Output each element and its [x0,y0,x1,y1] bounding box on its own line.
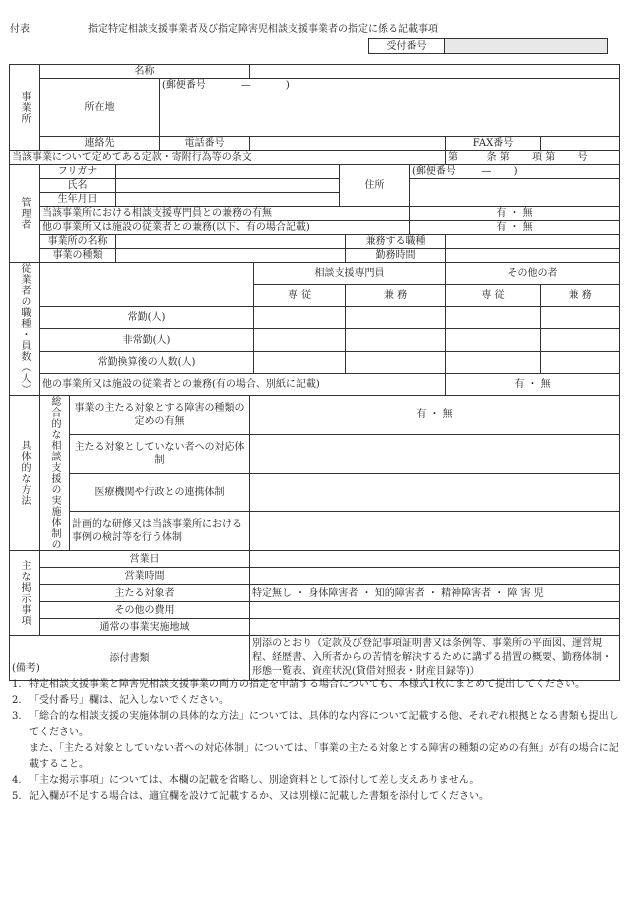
office-fax-label: FAX番号 [446,137,541,151]
notes [12,661,624,805]
application-form-table [9,64,620,681]
manager-section: 管理者 [10,165,40,263]
manager-address-field[interactable] [410,179,620,207]
staff-others-header: その他の者 [446,263,620,285]
note-item: また、「主たる対象としていない者への対応体制」については、「事業の主たる対象とする障害の種類の定めの有無」が有の場合に記載すること。 [29,743,619,770]
attach-label: 添付書類 [10,636,250,681]
office-tel-field[interactable] [250,137,446,151]
manager-furigana-field[interactable] [116,165,340,179]
office-postal-field[interactable]: (郵便番号 — ) [160,79,620,93]
form-title: 指定特定相談支援事業者及び指定障害児相談支援事業者の指定に係る記載事項 [88,24,438,35]
manager-name-label: 氏名 [40,179,116,193]
manager-business-type-label: 事業の種類 [40,249,116,263]
articles-field[interactable]: 第 条 第 項 第 号 [446,151,620,165]
office-name-label: 名称 [40,65,250,79]
form-ref: 付表 [10,24,30,35]
office-address-label: 所在地 [40,79,160,137]
manager-birth-field[interactable] [116,193,340,207]
notes-title: (備考) [12,663,40,674]
posted-section: 主な掲示事項 [10,551,40,636]
office-address-field-3[interactable] [160,122,620,137]
receipt-box [368,38,608,54]
staff-specialist-header: 相談支援専門員 [254,263,446,285]
office-address-field[interactable] [160,92,620,105]
staff-fte-others-dual[interactable] [541,351,620,373]
system-r2-label: 主たる対象としていない者への対応体制 [70,434,250,473]
staff-section: 従業者の職種・員数（人） [10,263,40,396]
posted-area-field[interactable] [250,619,620,636]
posted-hours-field[interactable] [250,568,620,585]
note-item: 4. 「主な掲示事項」については、本欄の記載を省略し、別途資料として添付して差し支えありません。 [12,775,480,786]
system-r1-choice[interactable]: 有 ・ 無 [250,396,620,435]
posted-fees-field[interactable] [250,602,620,619]
staff-fte-specialist-dual[interactable] [346,351,446,373]
staff-other-dual-choice[interactable]: 有 ・ 無 [446,373,620,395]
office-address-field-2[interactable] [160,105,620,122]
system-r4-field[interactable] [250,512,620,551]
posted-target-label: 主たる対象者 [40,585,250,602]
note-item: 2. 「受付番号」欄は、記入しないでください。 [12,695,229,706]
staff-others-fulltime: 専 従 [446,285,541,307]
manager-work-hours-label: 勤務時間 [346,249,446,263]
staff-specialist-fulltime: 専 従 [254,285,346,307]
manager-office-name-label: 事業所の名称 [40,235,116,249]
staff-full-label: 常勤(人) [40,307,254,329]
staff-full-specialist-dual[interactable] [346,307,446,329]
manager-birth-label: 生年月日 [40,193,116,207]
posted-days-label: 営業日 [40,551,250,568]
attach-text: 別添のとおり（定款及び登記事項証明書又は条例等、事業所の平面図、運営規程、経歴書、入所者からの苦情を解決するために講ずる措置の概要、勤務体制・形態一覧表、資産状況(貸借対照表・財産目録等)） [250,636,620,681]
staff-full-specialist-fulltime[interactable] [254,307,346,329]
manager-office-name-field[interactable] [116,235,346,249]
manager-address-label: 住所 [340,165,410,207]
staff-part-others-fulltime[interactable] [446,329,541,351]
posted-hours-label: 営業時間 [40,568,250,585]
staff-specialist-dual: 兼 務 [346,285,446,307]
note-item: 5. 記入欄が不足する場合は、適宜欄を設けて記載するか、又は別様に記載した書類を添付してください。 [12,791,489,802]
office-fax-field[interactable] [541,137,620,151]
office-tel-label: 電話番号 [160,137,250,151]
receipt-number-field [445,39,608,54]
articles-label: 当該事業について定めてある定款・寄附行為等の条文 [10,151,446,165]
posted-days-field[interactable] [250,551,620,568]
posted-target-choice[interactable]: 特定無し ・ 身体障害者 ・ 知的障害者 ・ 精神障害者 ・ 障 害 児 [250,585,620,602]
staff-part-specialist-dual[interactable] [346,329,446,351]
manager-dual-job-field[interactable] [446,235,620,249]
staff-part-label: 非常勤(人) [40,329,254,351]
system-r3-label: 医療機関や行政との連携体制 [70,473,250,512]
receipt-label: 受付番号 [369,39,445,54]
system-r1-label: 事業の主たる対象とする障害の種類の定めの有無 [70,396,250,435]
manager-dual1-choice[interactable]: 有 ・ 無 [410,207,620,221]
manager-dual2-choice[interactable]: 有 ・ 無 [410,221,620,235]
posted-fees-label: その他の費用 [40,602,250,619]
manager-dual2-label: 他の事業所又は施設の従業者との兼務(以下、有の場合記載) [40,221,410,235]
office-contact-label: 連絡先 [40,137,160,151]
system-r4-label: 計画的な研修又は当該事業所における事例の検討等を行う体制 [70,512,250,551]
note-item: 1. 特定相談支援事業と障害児相談支援事業の両方の指定を申請する場合についても、本様式1枚にまとめて提出してください。 [12,679,586,690]
manager-name-field[interactable] [116,179,340,193]
office-name-field[interactable] [250,65,620,79]
note-item: 3. 「総合的な相談支援の実施体制の具体的な方法」については、具体的な内容について記載する他、それぞれ根拠となる書類も提出してください。 [12,711,619,738]
staff-full-others-dual[interactable] [541,307,620,329]
manager-furigana-label: フリガナ [40,165,116,179]
manager-dual-job-label: 兼務する職種 [346,235,446,249]
office-section: 事業所 [10,65,40,151]
staff-fte-specialist-fulltime[interactable] [254,351,346,373]
system-section: 具体的な方法 [10,396,40,551]
staff-fte-label: 常勤換算後の人数(人) [40,351,254,373]
posted-area-label: 通常の事業実施地域 [40,619,250,636]
staff-full-others-fulltime[interactable] [446,307,541,329]
staff-part-others-dual[interactable] [541,329,620,351]
staff-header-blank [40,263,254,307]
manager-postal-field[interactable]: (郵便番号 — ) [410,165,620,179]
staff-others-dual: 兼 務 [541,285,620,307]
staff-part-specialist-fulltime[interactable] [254,329,346,351]
manager-work-hours-field[interactable] [446,249,620,263]
system-r3-field[interactable] [250,473,620,512]
staff-fte-others-fulltime[interactable] [446,351,541,373]
system-r2-field[interactable] [250,434,620,473]
staff-other-dual-label: 他の事業所又は施設の従業者との兼務(有の場合、別紙に記載) [40,373,446,395]
manager-business-type-field[interactable] [116,249,346,263]
system-subsection: 総合的な相談支援の実施体制の [40,396,70,551]
manager-dual1-label: 当該事業所における相談支援専門員との兼務の有無 [40,207,410,221]
